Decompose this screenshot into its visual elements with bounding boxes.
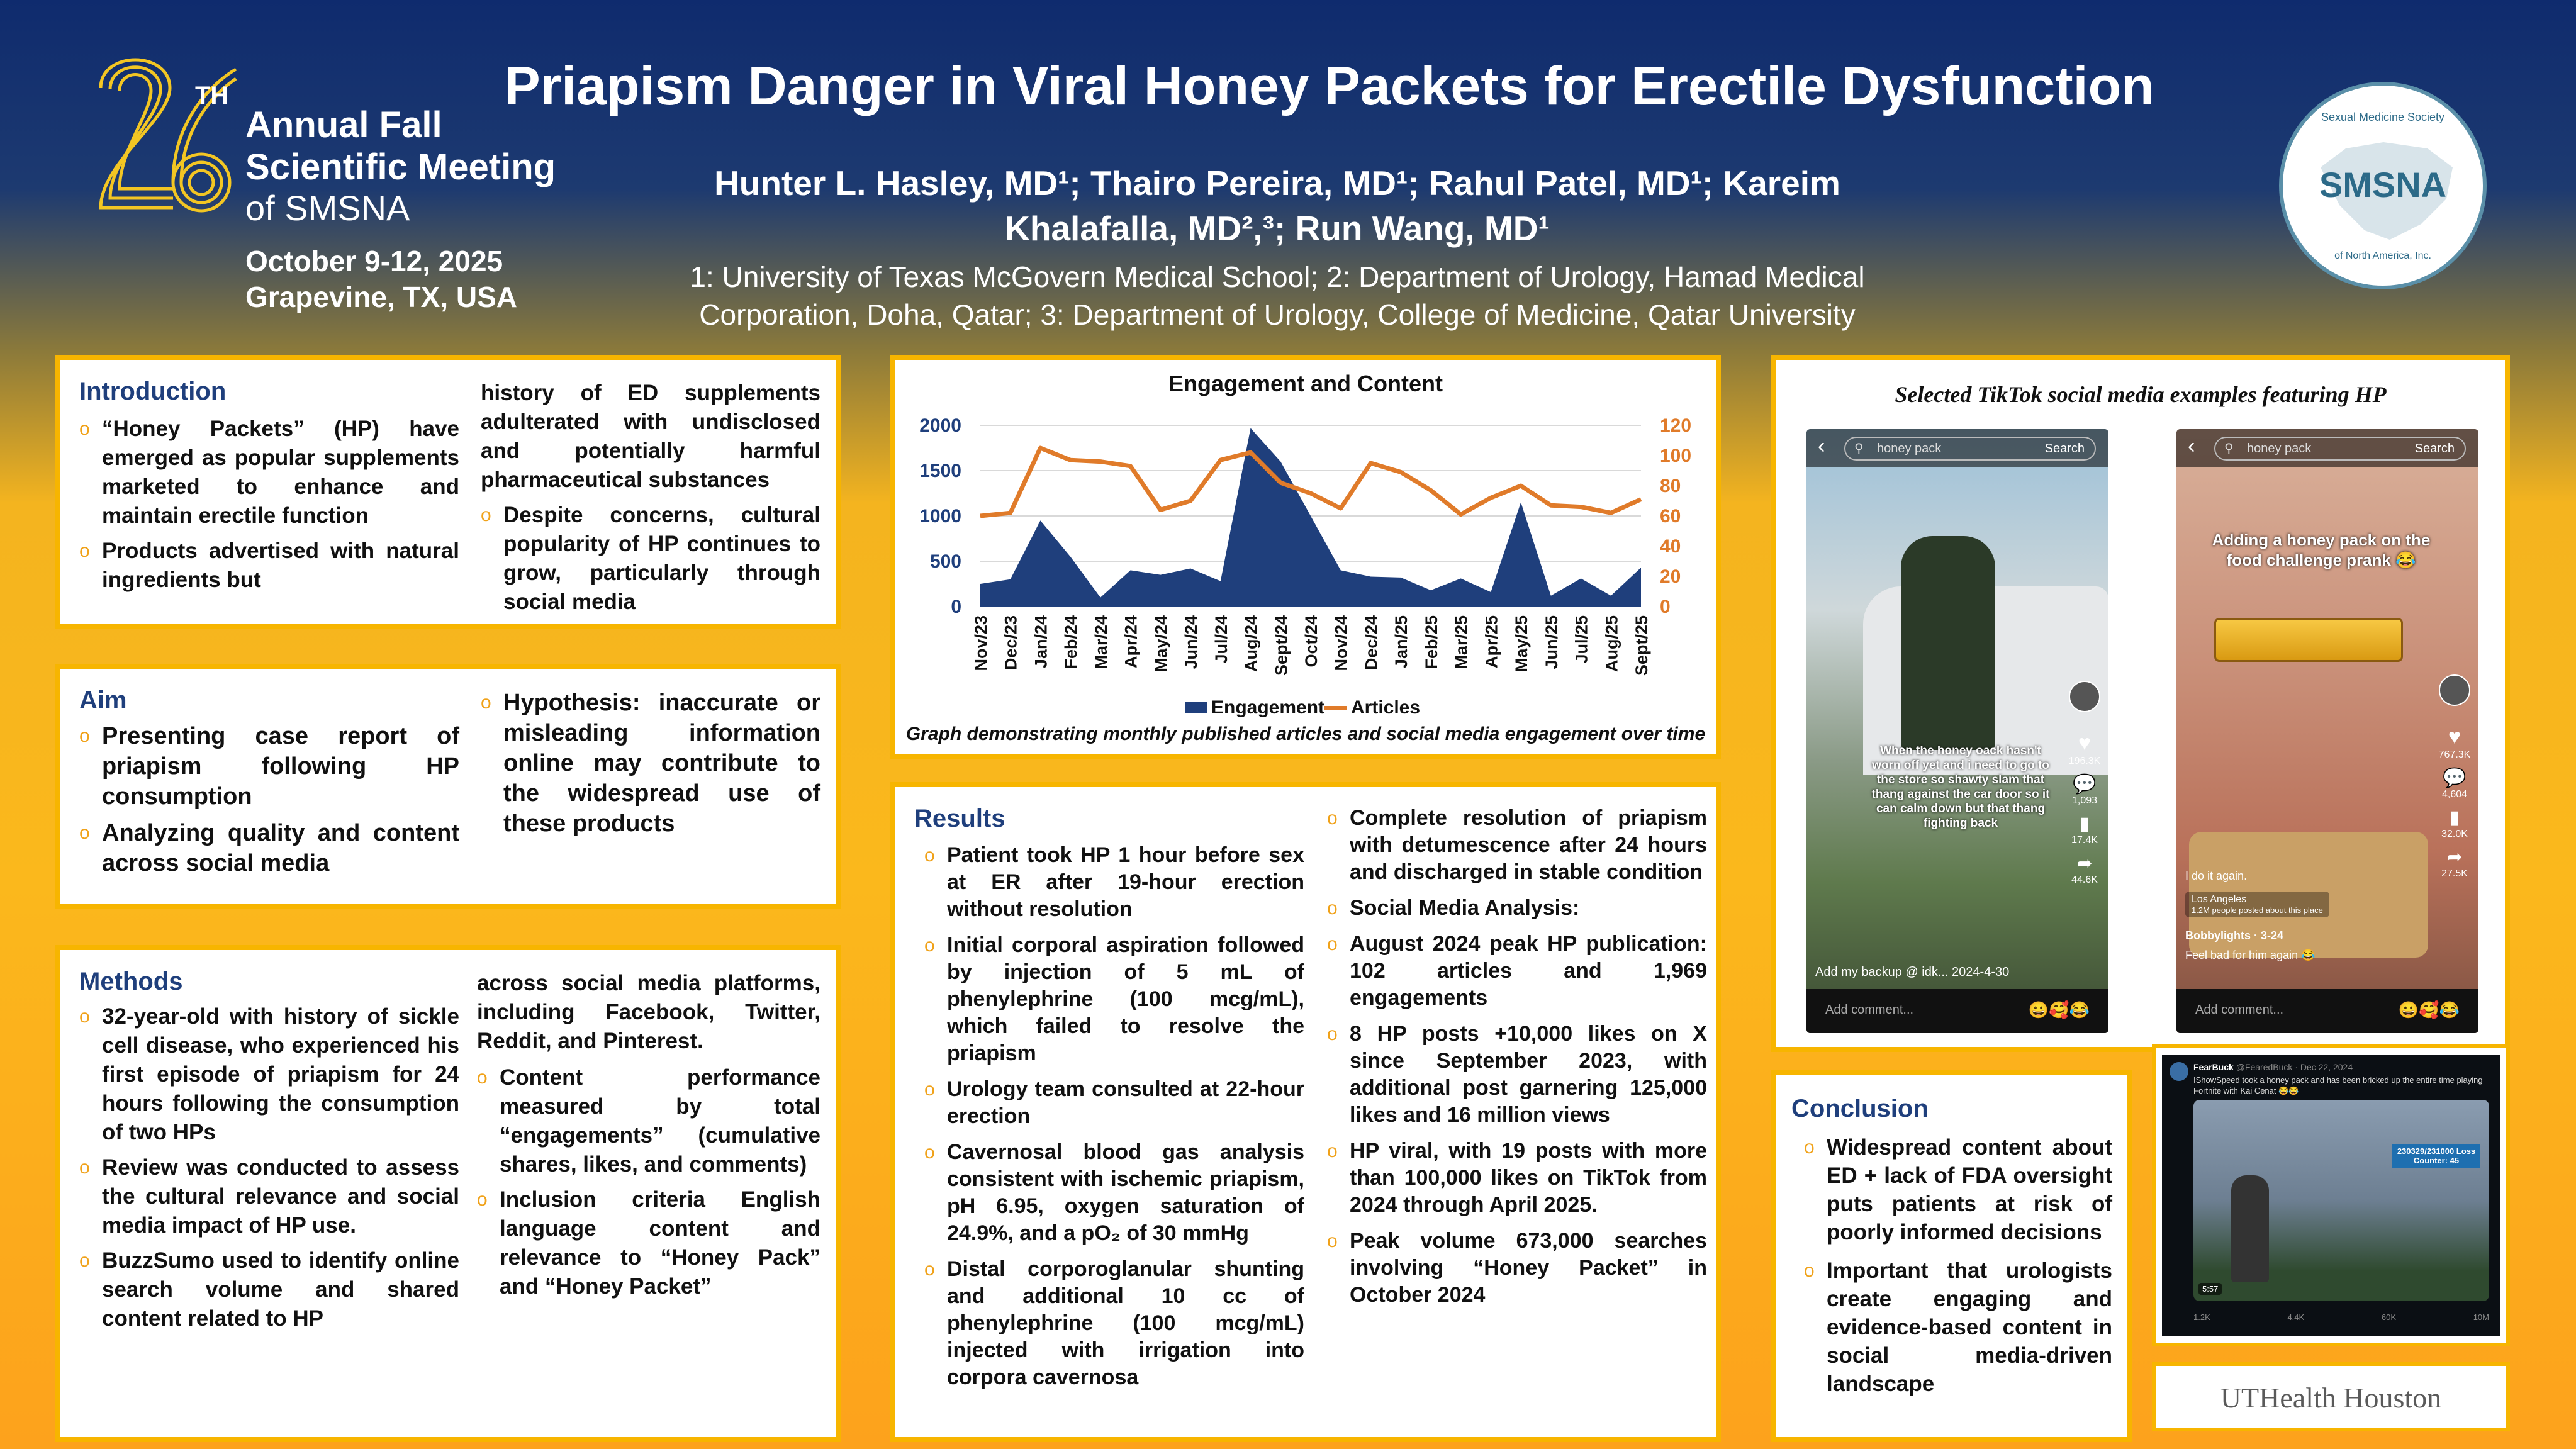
articles-line [980,448,1641,516]
tiktok-1-saves: 17.4K [2071,835,2098,846]
share-icon[interactable]: ➦ [2446,847,2463,868]
affiliations [617,258,1938,333]
person-figure [1901,536,1995,750]
smsna-ring-top: Sexual Medicine Society [2321,111,2445,123]
x-axis-tick: Dec/23 [1001,615,1021,671]
x-axis-tick: Oct/24 [1302,615,1321,668]
results-item-1: o Patient took HP 1 hour before sex at ER after 19-hour erection without resolution [924,842,1304,923]
chart-title: Engagement and Content [1168,371,1443,396]
meeting-dates: October 9-12, 2025 [245,244,503,283]
methods-item-2: o Review was conducted to assess the cultural relevance and social media impact of HP use. [79,1153,459,1240]
emoji-icon[interactable]: 😀🥰😂 [2028,1000,2090,1019]
tiktok-1-search-text: honey pack [1877,442,1942,456]
x-axis-tick: Mar/25 [1452,615,1471,669]
x-axis-tick: Nov/23 [972,615,990,671]
tiktok-2-saves: 32.0K [2441,829,2468,839]
meeting-line3: of SMSNA [245,188,410,228]
profile-avatar[interactable] [2439,674,2470,706]
x-axis-tick: Feb/24 [1061,615,1081,669]
tweet-likes[interactable]: 60K [2381,1312,2397,1322]
methods-title: Methods [79,968,183,995]
results-item-5: o Distal corporoglanular shunting and additional 10 cc of phenylephrine (100 mcg/mL) injected with irrigation into corpora cavernosa [924,1256,1304,1391]
tiktok-1-search-button[interactable]: Search [2044,442,2085,456]
tiktok-1-likes: 196.3K [2068,756,2101,766]
tiktok-2-location-sub: 1.2M people posted about this place [2192,905,2323,915]
tiktok-2-user: Bobbylights · 3-24 [2185,929,2284,942]
tiktok-2-caption1: I do it again. [2185,870,2248,882]
back-arrow-icon[interactable]: ‹ [2188,434,2195,458]
legend-articles-label: Articles [1351,697,1421,718]
heart-icon[interactable]: ♥ [2448,725,2461,749]
intro-item-1: o “Honey Packets” (HP) have emerged as popular supplements marketed to enhance and maintain erectile function [79,415,459,530]
methods-item-1: o 32-year-old with history of sickle cell disease, who experienced his first episode of priapism for 24 hours following the consumption of two HPs [79,1002,459,1147]
introduction-panel [55,355,841,629]
tiktok-2-caption2: Feel bad for him again 😂 [2185,949,2316,961]
engagement-content-chart [895,360,1716,754]
conclusion-item-1: o Widespread content about ED + lack of FDA oversight puts patients at risk of poorly informed decisions [1804,1133,2112,1246]
tweet-avatar[interactable] [2170,1062,2188,1081]
tiktok-1-comment-input[interactable] [1806,989,2108,1033]
share-icon[interactable]: ➦ [2076,853,2093,874]
tiktok-2-search-button[interactable]: Search [2414,442,2455,456]
x-axis-tick: Aug/25 [1602,615,1621,673]
intro-item-2-continued: history of ED supplements adulterated with undisclosed and potentially harmful pharmaceutical substances [481,381,820,492]
authors [566,160,1988,251]
results-item-8: o August 2024 peak HP publication: 102 articles and 1,969 engagements [1327,931,1707,1012]
tweet-video[interactable] [2193,1100,2489,1301]
search-icon: ⚲ [1854,442,1864,456]
tiktok-2-comments: 4,604 [2441,789,2468,800]
legend-engagement-label: Engagement [1211,697,1325,718]
affiliations-line2: Corporation, Doha, Qatar; 3: Department of Urology, College of Medicine, Qatar University [699,298,1856,331]
introduction-title: Introduction [79,378,227,405]
comment-icon[interactable]: 💬 [2073,774,2097,795]
honey-packet-image [2214,618,2403,662]
back-arrow-icon[interactable]: ‹ [1818,434,1825,458]
meeting-line1: Annual Fall [245,104,442,145]
results-item-9: o 8 HP posts +10,000 likes on X since September 2023, with additional post garnering 125,000 likes and 16 million views [1327,1021,1707,1129]
tiktok-2-comment-input[interactable] [2176,989,2478,1033]
tiktok-2-side-actions [2436,674,2473,880]
x-axis-tick: May/24 [1151,615,1171,673]
x-axis-tick: Sept/25 [1632,615,1651,676]
tiktok-2-location [2185,892,2329,917]
chart-panel [890,355,1721,759]
right-axis-tick: 40 [1660,536,1681,557]
x-axis-tick: Jun/24 [1182,615,1201,669]
intro-item-2: o Products advertised with natural ingredients but [79,537,459,595]
legend-engagement-swatch [1185,702,1207,713]
comment-icon[interactable]: 💬 [2443,768,2467,788]
right-axis-tick: 100 [1660,445,1692,466]
tiktok-1-comment-placeholder: Add comment... [1825,1003,1914,1017]
tiktok-2-overlay-text: Adding a honey pack on the food challenge prank 😂 [2212,530,2431,569]
x-axis-tick: Apr/25 [1482,615,1501,669]
smsna-ring-bottom: of North America, Inc. [2334,250,2431,261]
x-axis-tick: Jun/25 [1542,615,1561,669]
x-axis-tick: Jul/24 [1211,615,1231,664]
x-axis-tick: Apr/24 [1121,615,1141,669]
tiktok-2-search-bar [2176,429,2478,467]
engagement-area [980,428,1641,607]
results-item-2: o Initial corporal aspiration followed by injection of 5 mL of phenylephrine (100 mcg/mL), which failed to resolve the priapism [924,932,1304,1067]
x-axis-tick: Dec/24 [1362,615,1381,671]
tweet-video-time: 5:57 [2198,1283,2222,1295]
x-axis-tick: Mar/24 [1091,615,1111,669]
methods-item-4: o Content performance measured by total “engagements” (cumulative shares, likes, and comments) [477,1063,820,1179]
meeting-suffix: TH [195,82,229,109]
x-axis-tick: Feb/25 [1421,615,1441,669]
aim-item-1: o Presenting case report of priapism following HP consumption [79,721,459,812]
methods-item-5: o Inclusion criteria English language content and relevance to “Honey Pack” and “Honey Packet” [477,1185,820,1301]
chart-legend [1185,697,1420,718]
tweet-views[interactable]: 10M [2473,1312,2489,1322]
profile-avatar[interactable] [2069,681,2100,712]
aim-title: Aim [79,686,127,714]
intro-item-3: o Despite concerns, cultural popularity of HP continues to grow, particularly through social media [481,501,820,617]
x-axis-tick: Sept/24 [1272,615,1291,676]
results-panel [890,782,1721,1442]
tiktok-1-footer: Add my backup @ idk... 2024-4-30 [1815,965,2010,979]
tweet-handle: @FearedBuck · Dec 22, 2024 [2236,1062,2353,1072]
number-26-graphic [88,44,239,245]
right-axis-tick: 60 [1660,506,1681,527]
tweet-card[interactable] [2162,1055,2500,1336]
tiktok-2-shares: 27.5K [2441,868,2468,879]
tiktok-1-side-actions [2066,681,2103,886]
bookmark-icon[interactable]: ▮ [2079,814,2090,834]
tweet-user: FearBuck [2193,1062,2234,1072]
x-axis-tick: Jan/25 [1392,615,1411,669]
tiktok-1-overlay-text: When the honey oack hasn't worn off yet and i need to go to the store so shawty slam that thang against the car door so it can calm down but that thang fighting back [1871,744,2050,830]
authors-line2: Khalafalla, MD²,³; Run Wang, MD¹ [1005,209,1550,248]
tweet-retweets[interactable]: 4.4K [2287,1312,2305,1322]
results-item-4: o Cavernosal blood gas analysis consistent with ischemic priapism, pH 6.95, oxygen saturation of 24.9%, and a pO₂ of 30 mmHg [924,1139,1304,1247]
x-axis-tick: Aug/24 [1241,615,1261,673]
tiktok-panel [1771,355,2510,1052]
right-axis-tick: 0 [1660,596,1671,617]
tweet-text: IShowSpeed took a honey pack and has been bricked up the entire time playing Fortnite with Kai Cenat 😂😂 [2193,1075,2483,1095]
aim-panel [55,664,841,909]
tiktok-2-location-name: Los Angeles [2192,894,2247,905]
right-axis-tick: 80 [1660,476,1681,496]
left-axis-tick: 2000 [919,415,961,436]
smsna-logo [2279,82,2487,289]
tiktok-2-search-input[interactable] [2214,437,2466,461]
methods-panel [55,945,841,1442]
uthealth-logo [2152,1362,2510,1431]
tiktok-2-search-text: honey pack [2247,442,2312,456]
left-axis-tick: 0 [951,596,961,617]
bookmark-icon[interactable]: ▮ [2449,807,2460,828]
methods-item-3-continued: across social media platforms, including Facebook, Twitter, Reddit, and Pinterest. [477,971,820,1053]
right-axis-tick: 120 [1660,415,1692,436]
affiliations-line1: 1: University of Texas McGovern Medical School; 2: Department of Urology, Hamad Medical [690,260,1865,293]
results-item-11: o Peak volume 673,000 searches involving “Honey Packet” in October 2024 [1327,1228,1707,1309]
tiktok-1-comments: 1,093 [2071,795,2098,806]
tiktok-1-search-bar [1806,429,2108,467]
tiktok-2-comment-placeholder: Add comment... [2195,1003,2284,1017]
results-item-3: o Urology team consulted at 22-hour erection [924,1076,1304,1130]
conclusion-panel [1771,1070,2132,1442]
tiktok-1-search-input[interactable] [1844,437,2096,461]
results-title: Results [914,805,1005,832]
heart-icon[interactable]: ♥ [2078,731,2092,755]
streamer-figure [2231,1175,2269,1282]
x-axis-tick: Nov/24 [1331,615,1351,671]
left-axis-tick: 1000 [919,506,961,527]
tweet-panel [2152,1044,2510,1346]
results-item-10: o HP viral, with 19 posts with more than 100,000 likes on TikTok from 2024 through April 2025. [1327,1138,1707,1219]
aim-hypothesis: o Hypothesis: inaccurate or misleading information online may contribute to the widespread use of these products [481,688,820,839]
conclusion-item-2: o Important that urologists create engaging and evidence-based content in social media-driven landscape [1804,1256,2112,1398]
tiktok-caption: Selected TikTok social media examples featuring HP [1895,382,2387,407]
smsna-logo-text: SMSNA [2319,165,2447,204]
meeting-location: Grapevine, TX, USA [245,281,518,313]
chart-caption: Graph demonstrating monthly published articles and social media engagement over time [905,724,1706,744]
tweet-replies[interactable]: 1.2K [2193,1312,2210,1322]
left-axis-tick: 500 [929,551,961,572]
x-axis-tick: Jan/24 [1031,615,1051,669]
tweet-video-screen-text: 230329/231000 Loss Counter: 45 [2392,1144,2480,1168]
tiktok-2-likes: 767.3K [2438,749,2471,760]
uthealth-text: UTHealth Houston [2220,1382,2442,1414]
search-icon: ⚲ [2224,442,2234,456]
tiktok-video-2[interactable] [2176,429,2478,1033]
x-axis-tick: May/25 [1512,615,1532,673]
left-axis-tick: 1500 [919,461,961,481]
conclusion-title: Conclusion [1791,1095,1929,1122]
tiktok-video-1[interactable] [1806,429,2108,1033]
tiktok-1-shares: 44.6K [2071,875,2098,885]
methods-item-3: o BuzzSumo used to identify online search volume and shared content related to HP [79,1246,459,1333]
authors-line1: Hunter L. Hasley, MD¹; Thairo Pereira, MD¹; Rahul Patel, MD¹; Kareim [714,164,1840,203]
right-axis-tick: 20 [1660,566,1681,587]
tweet-stats [2193,1312,2489,1322]
results-item-7: o Social Media Analysis: [1327,895,1707,922]
aim-item-2: o Analyzing quality and content across social media [79,818,459,878]
poster-title: Priapism Danger in Viral Honey Packets for Erectile Dysfunction [504,56,2154,116]
emoji-icon[interactable]: 😀🥰😂 [2398,1000,2460,1019]
meeting-line2: Scientific Meeting [245,147,556,187]
results-item-6: o Complete resolution of priapism with detumescence after 24 hours and discharged in stable condition [1327,805,1707,886]
x-axis-tick: Jul/25 [1572,615,1591,664]
